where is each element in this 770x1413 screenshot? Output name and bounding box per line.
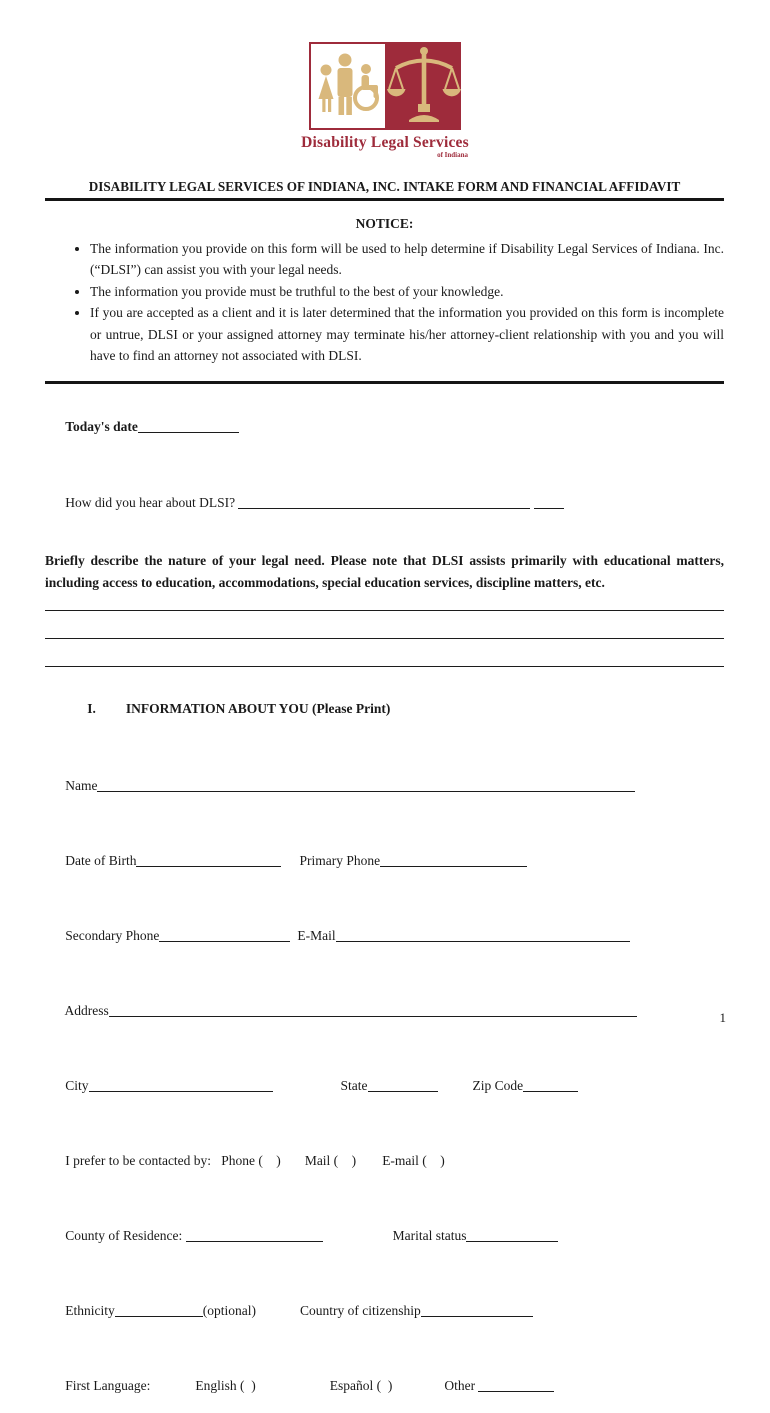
legal-need-writing-line[interactable] bbox=[45, 666, 724, 667]
county-marital-row bbox=[45, 1209, 724, 1263]
section1-numeral: I. bbox=[87, 701, 96, 717]
todays-date-label: Today's date bbox=[65, 419, 138, 435]
first-language-label: First Language: bbox=[65, 1378, 151, 1394]
hear-about-label: How did you hear about DLSI? bbox=[65, 495, 239, 511]
primary-phone-label: Primary Phone bbox=[299, 853, 381, 869]
marital-status-label: Marital status bbox=[392, 1228, 467, 1244]
secondary-phone-blank[interactable] bbox=[159, 929, 290, 942]
dob-label: Date of Birth bbox=[65, 853, 137, 869]
citizenship-label: Country of citizenship bbox=[300, 1303, 421, 1319]
dob-phone-row bbox=[45, 834, 724, 888]
city-state-zip-row bbox=[45, 1059, 724, 1113]
address-blank[interactable] bbox=[109, 1004, 637, 1017]
scales-of-justice-icon bbox=[387, 42, 461, 130]
logo-subtitle: of Indiana bbox=[437, 151, 468, 159]
intake-form-page bbox=[0, 42, 770, 1394]
section-divider-rule bbox=[45, 381, 724, 384]
notice-bullet: • If you are accepted as a client and it is later determined that the information you provided on this form is incomplete or untrue, DLSI or your assigned attorney may terminate his/her attorney-client relationship with you and you will have to find an attorney not associated with DLSI. bbox=[90, 302, 724, 366]
hear-about-blank[interactable] bbox=[238, 496, 530, 509]
language-other-label: Other bbox=[444, 1378, 479, 1394]
dlsi-emblem bbox=[309, 42, 461, 130]
logo-wordmark: Disability Legal Services bbox=[301, 134, 469, 151]
primary-phone-blank[interactable] bbox=[380, 854, 527, 867]
dob-blank[interactable] bbox=[136, 854, 281, 867]
address-row bbox=[45, 984, 724, 1038]
notice-heading: NOTICE: bbox=[355, 216, 414, 231]
todays-date-blank[interactable] bbox=[138, 420, 239, 433]
first-language-row bbox=[45, 1359, 724, 1413]
city-label: City bbox=[65, 1078, 89, 1094]
legal-need-writing-line[interactable] bbox=[45, 610, 724, 611]
section1-heading: INFORMATION ABOUT YOU (Please Print) bbox=[125, 701, 391, 717]
zip-label: Zip Code bbox=[472, 1078, 524, 1094]
ethnicity-optional-note: (optional) bbox=[202, 1303, 256, 1319]
ethnicity-blank[interactable] bbox=[115, 1304, 203, 1317]
language-other-blank[interactable] bbox=[478, 1379, 554, 1392]
ethnicity-citizenship-row bbox=[45, 1284, 724, 1338]
family-figures-icon bbox=[309, 42, 387, 130]
citizenship-blank[interactable] bbox=[421, 1304, 533, 1317]
zip-blank[interactable] bbox=[523, 1079, 578, 1092]
county-blank[interactable] bbox=[186, 1229, 323, 1242]
language-espanol-option[interactable]: Español ( ) bbox=[329, 1378, 393, 1394]
address-label: Address bbox=[64, 1003, 109, 1019]
page-number: 1 bbox=[719, 1010, 726, 1025]
language-english-option[interactable]: English ( ) bbox=[195, 1378, 256, 1394]
secondary-phone-label: Secondary Phone bbox=[65, 928, 160, 944]
contact-phone-option[interactable]: Phone ( ) bbox=[221, 1153, 281, 1169]
ethnicity-label: Ethnicity bbox=[65, 1303, 115, 1319]
todays-date-row bbox=[45, 400, 724, 454]
notice-bullet: • The information you provide on this form will be used to help determine if Disability Legal Services of Indiana. Inc. (“DLSI”) can assist you with your legal needs. bbox=[90, 238, 724, 281]
name-label: Name bbox=[65, 778, 98, 794]
document-title: DISABILITY LEGAL SERVICES OF INDIANA, INC. INTAKE FORM AND FINANCIAL AFFIDAVIT bbox=[45, 179, 724, 201]
state-label: State bbox=[340, 1078, 368, 1094]
dlsi-logo bbox=[290, 42, 480, 159]
notice-bullet: • The information you provide must be truthful to the best of your knowledge. bbox=[90, 281, 724, 302]
contact-preference-row bbox=[45, 1134, 724, 1188]
name-blank[interactable] bbox=[97, 779, 635, 792]
section1-heading-row bbox=[45, 682, 724, 736]
email-label: E-Mail bbox=[297, 928, 336, 944]
contact-pref-label: I prefer to be contacted by: bbox=[65, 1153, 222, 1169]
marital-status-blank[interactable] bbox=[466, 1229, 558, 1242]
name-row bbox=[45, 759, 724, 813]
notice-list bbox=[45, 238, 724, 366]
secondary-email-row bbox=[45, 909, 724, 963]
email-blank[interactable] bbox=[336, 929, 630, 942]
hear-about-blank-end[interactable] bbox=[534, 496, 564, 509]
contact-email-option[interactable]: E-mail ( ) bbox=[382, 1153, 445, 1169]
state-blank[interactable] bbox=[368, 1079, 438, 1092]
hear-about-row bbox=[45, 476, 724, 530]
legal-need-writing-line[interactable] bbox=[45, 638, 724, 639]
contact-mail-option[interactable]: Mail ( ) bbox=[304, 1153, 357, 1169]
county-label: County of Residence: bbox=[65, 1228, 186, 1244]
legal-need-prompt: Briefly describe the nature of your legal need. Please note that DLSI assists primarily with educational matters, including access to education, accommodations, special education services, discipline matters, etc. bbox=[45, 553, 724, 590]
city-blank[interactable] bbox=[89, 1079, 273, 1092]
